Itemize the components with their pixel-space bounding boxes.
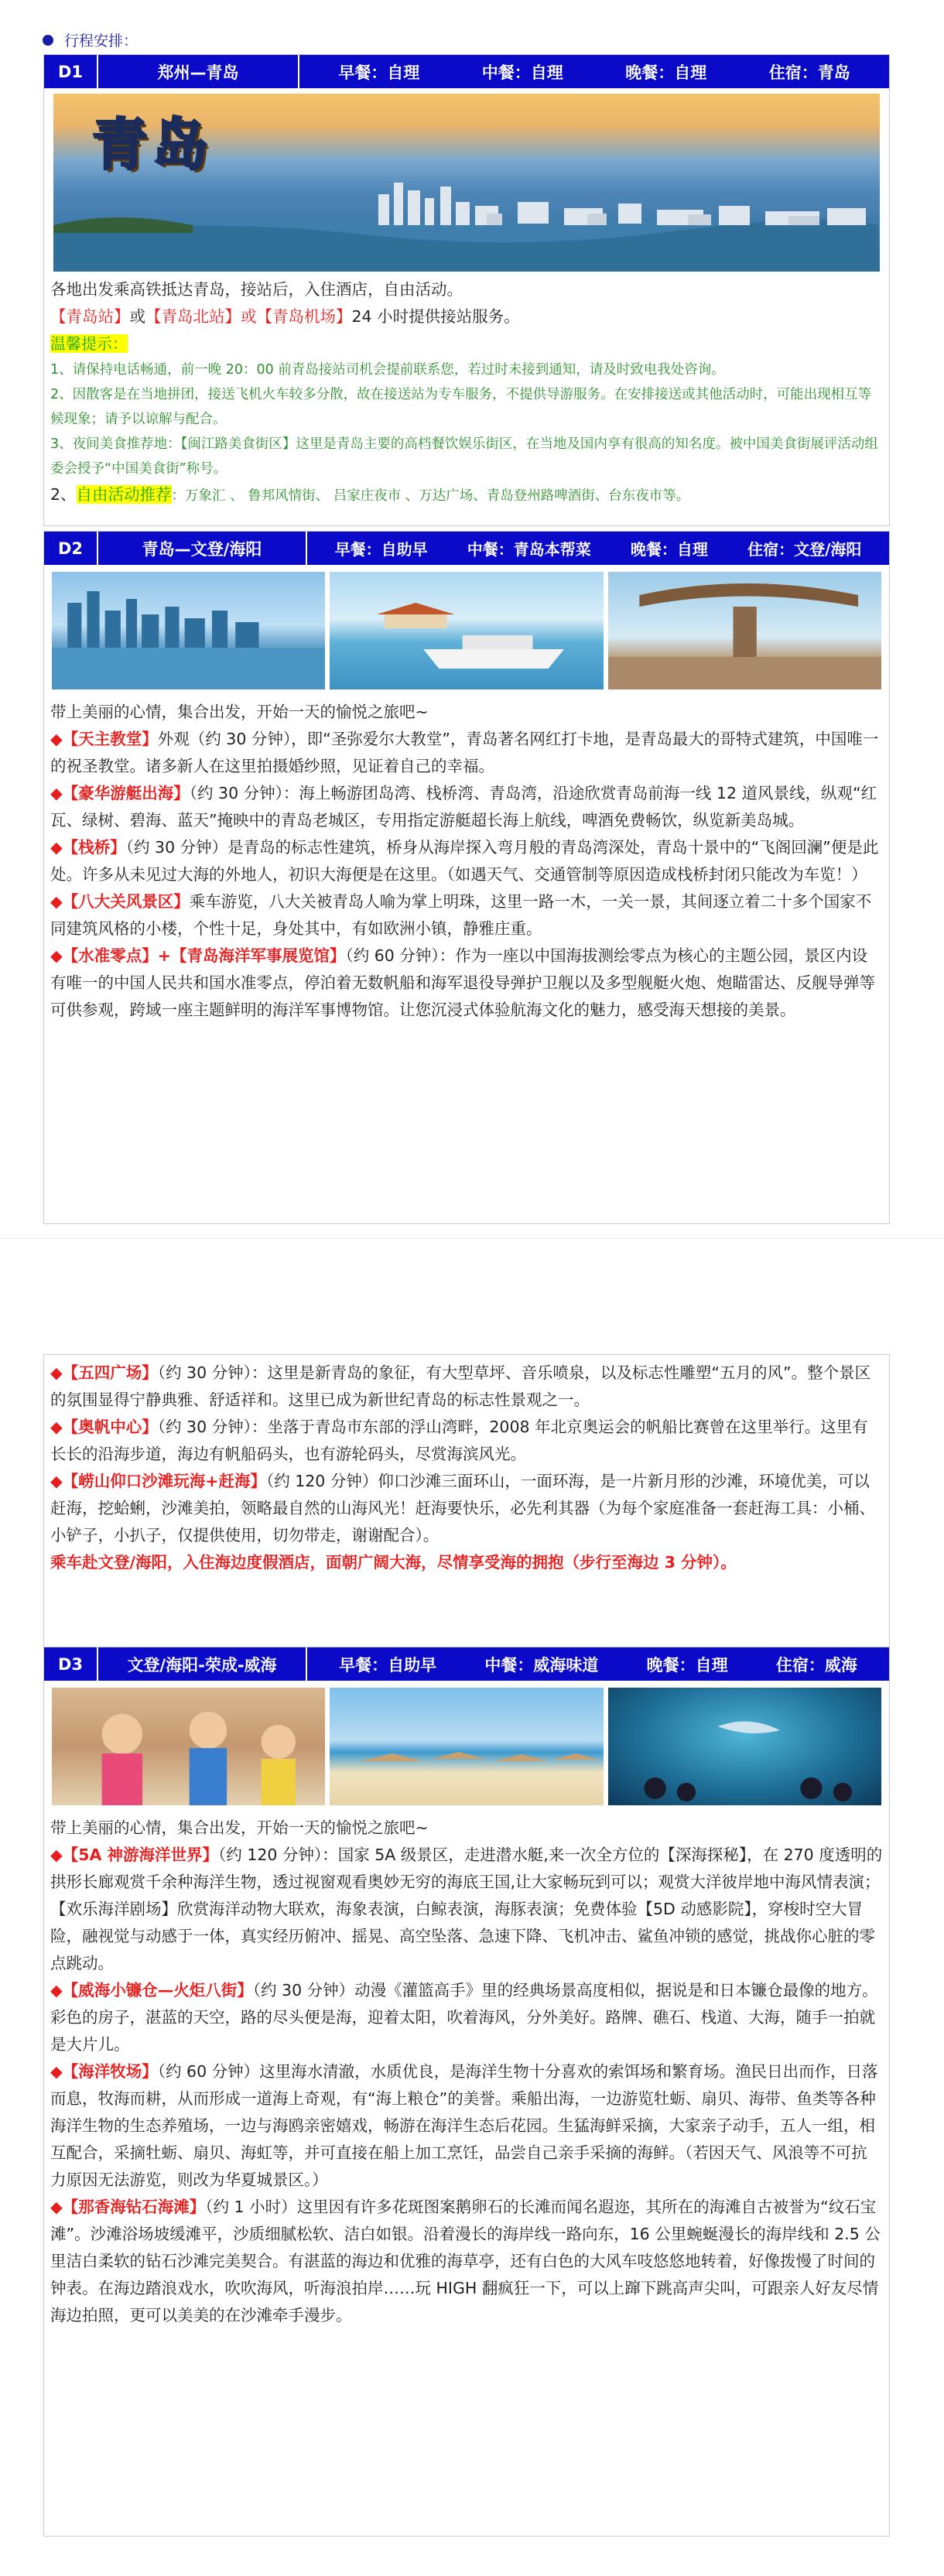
itinerary-label-text: 行程安排： bbox=[64, 32, 139, 50]
day1-recommend: 2、自由活动推荐：万象汇 、 鲁邦风情街、 吕家庄夜市 、万达广场、青岛登州路啤酒街、台东夜市等。 bbox=[50, 485, 690, 504]
day1-dinner: 晚餐：自理 bbox=[625, 63, 707, 82]
day2-item-1: ◆【天主教堂】外观（约 30 分钟），即“圣弥爱尔大教堂”，青岛著名网红打卡地，是青岛最大的哥特式建筑，中国唯一的祝圣教堂。诸多新人在这里拍摄婚纱照，见证着自己的幸福。 bbox=[50, 730, 879, 775]
day2-photo-monument bbox=[608, 572, 881, 689]
day2-stay: 住宿：文登/海阳 bbox=[747, 540, 862, 559]
day3-photos bbox=[44, 1681, 889, 1811]
day2-breakfast: 早餐：自助早 bbox=[334, 540, 428, 559]
day3-route: 文登/海阳-荣成-威海 bbox=[98, 1647, 307, 1681]
day3-block bbox=[43, 1647, 890, 2537]
bullet-dot-icon bbox=[43, 35, 53, 46]
day3-photo-beach bbox=[330, 1688, 603, 1805]
day2-item-6: ◆【五四广场】（约 30 分钟）：这里是新青岛的象征，有大型草坪、音乐喷泉，以及标志性雕塑“五月的风”。整个景区的氛围显得宁静典雅、舒适祥和。这里已成为新世纪青岛的标志性景观之一。 bbox=[50, 1363, 871, 1409]
day3-body bbox=[44, 1811, 889, 2335]
day2-item-3: ◆【栈桥】（约 30 分钟）是青岛的标志性建筑，桥身从海岸探入弯月般的青岛湾深处，青岛十景中的“飞阁回澜”便是此处。许多从未见过大海的外地人，初识大海便是在这里。（如遇天气、交通管制等原因造成栈桥封闭只能改为车览！） bbox=[50, 838, 879, 884]
qingdao-hero-image bbox=[53, 94, 880, 272]
day2-closing: 乘车赴文登/海阳，入住海边度假酒店，面朝广阔大海，尽情享受海的拥抱（步行至海边 3 分钟）。 bbox=[50, 1553, 737, 1572]
day3-item-2: ◆【威海小镰仓—火炬八街】（约 30 分钟）动漫《灌篮高手》里的经典场景高度相似，据说是和日本镰仓最像的地方。彩色的房子，湛蓝的天空，路的尽头便是海，迎着太阳，吹着海风，分外美好。路牌、礁石、栈道、大海，随手一拍就是大片儿。 bbox=[50, 1981, 878, 2054]
day2-item-8: ◆【崂山仰口沙滩玩海+赶海】（约 120 分钟）仰口沙滩三面环山，一面环海，是一片新月形的沙滩，环境优美，可以赶海，挖蛤蜊，沙滩美拍，领略最自然的山海风光！赶海要快乐，必先利其器（为每个家庭准备一套赶海工具：小桶、小铲子，小扒子，仅提供使用，切勿带走，谢谢配合）。 bbox=[50, 1472, 875, 1545]
day1-breakfast: 早餐：自理 bbox=[338, 63, 420, 82]
day2-body bbox=[44, 696, 889, 1030]
day1-tips-heading: 温馨提示： bbox=[50, 334, 128, 353]
diamond-icon: ◆ bbox=[50, 1981, 63, 2000]
day2-header bbox=[44, 532, 889, 566]
day3-header bbox=[44, 1647, 889, 1681]
hero-title: 青岛 bbox=[92, 111, 214, 177]
day1-station-line: 【青岛站】或【青岛北站】或【青岛机场】24 小时提供接站服务。 bbox=[50, 307, 520, 326]
day2-lunch: 中餐：青岛本帮菜 bbox=[467, 540, 591, 559]
day2-intro: 带上美丽的心情，集合出发，开始一天的愉悦之旅吧~ bbox=[50, 703, 429, 721]
day3-lunch: 中餐：威海味道 bbox=[484, 1655, 599, 1675]
day3-photo-aquarium bbox=[608, 1688, 881, 1805]
day1-stay: 住宿：青岛 bbox=[768, 63, 850, 82]
day1-meals bbox=[299, 55, 889, 88]
day2-item-5: ◆【水准零点】+【青岛海洋军事展览馆】（约 60 分钟）：作为一座以中国海拔测绘零点为核心的主题公园，景区内设有唯一的中国人民共和国水准零点，停泊着无数帆船和海军退役导弹护卫舰以及多型舰艇火炮、炮瞄雷达、反舰导弹等可供参观，跨域一座主题鲜明的海洋军事博物馆。让您沉浸式体验航海文化的魅力，感受海天想接的美景。 bbox=[50, 946, 875, 1019]
day2-photo-yacht bbox=[330, 572, 603, 689]
day2-dinner: 晚餐：自理 bbox=[630, 540, 708, 559]
diamond-icon: ◆ bbox=[50, 784, 63, 802]
day2-item-7: ◆【奥帆中心】（约 30 分钟）：坐落于青岛市东部的浮山湾畔，2008 年北京奥运会的帆船比赛曾在这里举行。这里有长长的沿海步道，海边有帆船码头，也有游轮码头，尽赏海滨风光。 bbox=[50, 1418, 868, 1463]
page-divider bbox=[0, 1238, 944, 1239]
day1-tip-1: 1、请保持电话畅通，前一晚 20：00 前青岛接站司机会提前联系您，若过时未接到通知，请及时致电我处咨询。 bbox=[50, 362, 725, 378]
day1-block bbox=[43, 54, 890, 526]
day3-meals bbox=[307, 1647, 889, 1681]
diamond-icon: ◆ bbox=[50, 838, 63, 857]
day2-meals bbox=[307, 532, 889, 565]
day2-photos bbox=[44, 566, 889, 696]
day2-photo-skyline bbox=[52, 572, 325, 689]
day3-item-4: ◆【那香海钻石海滩】（约 1 小时）这里因有许多花斑图案鹅卵石的长滩而闻名遐迩，其所在的海滩自古被誉为“纹石宝滩”。沙滩浴场坡缓滩平，沙质细腻松软、洁白如银。沿着漫长的海岸线一路向东，16 公里蜿蜒漫长的海岸线和 2.5 公里洁白柔软的钻石沙滩完美契合。有湛蓝的海边和优雅的海草亭，还有白色的大风车吱悠悠地转着，好像拨慢了时间的钟表。在海边踏浪戏水，吹吹海风，听海浪拍岸……玩 HIGH 翻疯狂一下，可以上蹿下跳高声尖叫，可跟亲人好友尽情海边拍照，更可以美美的在沙滩牵手漫步。 bbox=[50, 2198, 881, 2325]
day1-number: D1 bbox=[44, 55, 98, 88]
diamond-icon: ◆ bbox=[50, 1418, 63, 1436]
day1-body bbox=[44, 276, 889, 516]
day3-photo-kids bbox=[52, 1688, 325, 1805]
day1-header bbox=[44, 55, 889, 89]
diamond-icon: ◆ bbox=[50, 2198, 63, 2216]
diamond-icon: ◆ bbox=[50, 730, 63, 748]
city-skyline-icon bbox=[53, 179, 878, 272]
day1-tip-3: 3、夜间美食推荐地：【闽江路美食街区】这里是青岛主要的高档餐饮娱乐街区，在当地及国内享有很高的知名度。被中国美食街展评活动组委会授予“中国美食街”称号。 bbox=[50, 436, 878, 477]
day3-number: D3 bbox=[44, 1647, 98, 1681]
day1-arrival-text: 各地出发乘高铁抵达青岛，接站后，入住酒店，自由活动。 bbox=[50, 280, 463, 299]
day2-route: 青岛—文登/海阳 bbox=[98, 532, 307, 565]
diamond-icon: ◆ bbox=[50, 1363, 63, 1382]
day3-stay: 住宿：威海 bbox=[775, 1655, 857, 1675]
day1-route: 郑州—青岛 bbox=[98, 55, 299, 88]
diamond-icon: ◆ bbox=[50, 2062, 63, 2081]
day3-dinner: 晚餐：自理 bbox=[646, 1655, 728, 1675]
day1-tip-2: 2、因散客是在当地拼团，接送飞机火车较多分散，故在接送站为专车服务，不提供导游服务。在安排接送或其他活动时，可能出现相互等候现象；请予以谅解与配合。 bbox=[50, 387, 872, 427]
itinerary-label bbox=[43, 29, 138, 50]
day2-item-2: ◆【豪华游艇出海】（约 30 分钟）：海上畅游团岛湾、栈桥湾、青岛湾，沿途欣赏青岛前海一线 12 道风景线，纵观“红瓦、绿树、碧海、蓝天”掩映中的青岛老城区，专用指定游艇超长海上航线，啤酒免费畅饮，纵览新美岛城。 bbox=[50, 784, 877, 830]
day2-number: D2 bbox=[44, 532, 98, 565]
day2-continued-block bbox=[43, 1354, 890, 1648]
day3-item-1: ◆【5A 神游海洋世界】（约 120 分钟）：国家 5A 级景区，走进潜水艇,来一次全方位的【深海探秘】，在 270 度透明的拱形长廊观赏千余种海洋生物，透过视窗观看奥妙无穷的海底王国,让大家畅玩到可以；观赏大洋彼岸地中海风情表演；【欢乐海洋剧场】欣赏海洋动物大联欢，海象表演，白鲸表演，海豚表演；免费体验【5D 动感影院】，穿梭时空大冒险，融视觉与动感于一体，真实经历俯冲、摇晃、高空坠落、急速下降、飞机冲击、鲨鱼冲锁的感觉，挑战你心脏的零点跳动。 bbox=[50, 1846, 883, 1972]
diamond-icon: ◆ bbox=[50, 1472, 63, 1490]
day3-intro: 带上美丽的心情，集合出发，开始一天的愉悦之旅吧~ bbox=[50, 1818, 429, 1837]
diamond-icon: ◆ bbox=[50, 946, 63, 965]
day2-continued-body bbox=[44, 1355, 889, 1582]
diamond-icon: ◆ bbox=[50, 1846, 63, 1864]
day1-lunch: 中餐：自理 bbox=[481, 63, 563, 82]
day2-block bbox=[43, 531, 890, 1224]
diamond-icon: ◆ bbox=[50, 892, 63, 911]
day3-breakfast: 早餐：自助早 bbox=[339, 1655, 437, 1675]
day2-item-4: ◆【八大关风景区】乘车游览，八大关被青岛人喻为掌上明珠，这里一路一木，一关一景，其间逐立着二十多个国家不同建筑风格的小楼，个性十足，身处其中，有如欧洲小镇，静雅庄重。 bbox=[50, 892, 872, 938]
day3-item-3: ◆【海洋牧场】（约 60 分钟）这里海水清澈，水质优良，是海洋生物十分喜欢的索饵场和繁育场。渔民日出而作，日落而息，牧海而耕，从而形成一道海上奇观，有“海上粮仓”的美誉。乘船出海，一边游览牡蛎、扇贝、海带、鱼类等各种海洋生物的生态养殖场，一边与海鸥亲密嬉戏，畅游在海洋生态后花园。生猛海鲜采摘，大家亲子动手，五人一组，相互配合，采摘牡蛎、扇贝、海虹等，并可直接在船上加工烹饪，品尝自己亲手采摘的海鲜。（若因天气、风浪等不可抗力原因无法游览，则改为华夏城景区。） bbox=[50, 2062, 878, 2189]
